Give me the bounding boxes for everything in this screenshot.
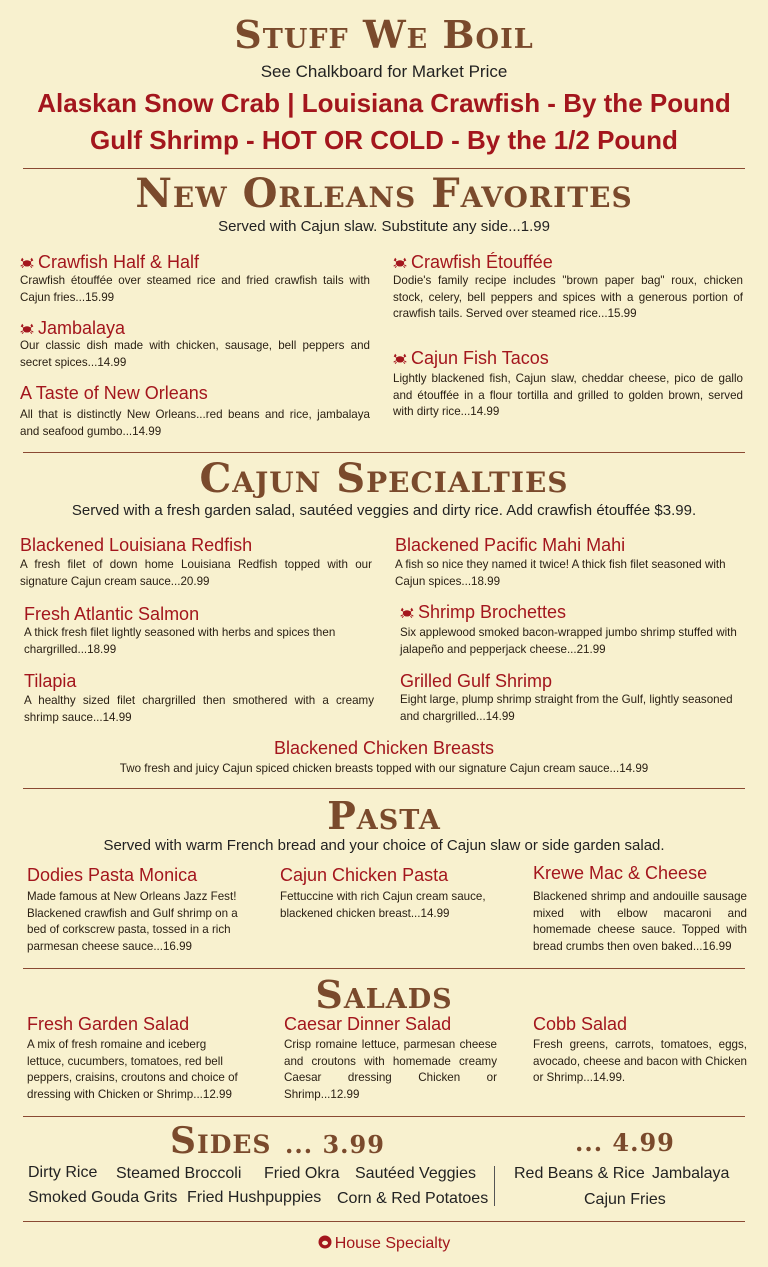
divider <box>23 452 745 453</box>
cajun-title: Cajun Specialties <box>199 455 569 502</box>
menu-item-title: Caesar Dinner Salad <box>284 1014 452 1034</box>
menu-item-title: Fresh Atlantic Salmon <box>24 604 200 624</box>
side-item: Red Beans & Rice <box>514 1165 645 1182</box>
divider <box>23 788 745 789</box>
divider <box>23 168 745 169</box>
favorites-title: New Orleans Favorites <box>135 170 633 217</box>
menu-item-title: Cajun Chicken Pasta <box>280 865 449 885</box>
crab-icon <box>20 322 34 334</box>
boil-line-1: Alaskan Snow Crab | Louisiana Crawfish - By the Pound <box>37 88 731 118</box>
menu-item-desc: Crisp romaine lettuce, parmesan cheese and croutons with homemade creamy Caesar dressing Chicken or Shrimp...12.99 <box>284 1038 497 1101</box>
menu-item-desc: Crawfish étouffée over steamed rice and fried crawfish tails with Cajun fries...15.99 <box>20 274 370 304</box>
menu-item-title: Blackened Louisiana Redfish <box>20 535 253 555</box>
sides-price-right: ... 4.99 <box>575 1128 675 1157</box>
menu-item-desc: Made famous at New Orleans Jazz Fest! Blackened crawfish and Gulf shrimp on a bed of corkscrew pasta, tossed in a rich parmesan cheese sauce...16.99 <box>27 890 238 953</box>
crab-icon <box>393 352 407 364</box>
pasta-title: Pasta <box>327 793 441 838</box>
menu-item-desc: Our classic dish made with chicken, sausage, bell peppers and secret spices...14.99 <box>20 339 370 369</box>
crab-icon <box>20 256 34 268</box>
menu-item-desc: Fresh greens, carrots, tomatoes, eggs, avocado, cheese and bacon with Chicken or Shrimp...14.99. <box>533 1038 747 1084</box>
menu-item-title: Fresh Garden Salad <box>27 1014 190 1034</box>
menu-item-desc: Lightly blackened fish, Cajun slaw, cheddar cheese, pico de gallo and étouffée in a flour tortilla and grilled to golden brown, served with dirty rice...14.99 <box>393 372 743 418</box>
menu-item-desc: Eight large, plump shrimp straight from the Gulf, lightly seasoned and chargrilled...14.99 <box>400 693 733 723</box>
menu-item-title: Krewe Mac & Cheese <box>533 863 708 883</box>
divider <box>23 1116 745 1117</box>
menu-item-desc: Dodie's family recipe includes "brown paper bag" roux, chicken stock, celery, bell peppers and spices with a generous portion of crawfish tails. Served over steamed rice...15.99 <box>393 274 743 320</box>
side-item: Fried Okra <box>264 1165 340 1182</box>
menu-item-title: Crawfish Half & Half <box>20 252 199 273</box>
menu-item-title: Grilled Gulf Shrimp <box>400 671 553 691</box>
menu-item-title: Cajun Fish Tacos <box>393 348 549 369</box>
menu-item-desc: All that is distinctly New Orleans...red beans and rice, jambalaya and seafood gumbo...14.99 <box>20 408 370 438</box>
menu-item-title: A Taste of New Orleans <box>20 383 208 403</box>
divider <box>23 1221 745 1222</box>
menu-item-title: Shrimp Brochettes <box>400 602 566 623</box>
crab-icon <box>400 606 414 618</box>
menu-item-desc: A healthy sized filet chargrilled then smothered with a creamy shrimp sauce...14.99 <box>24 694 374 724</box>
side-item: Corn & Red Potatoes <box>337 1190 489 1207</box>
side-item: Sautéed Veggies <box>355 1165 476 1182</box>
divider <box>494 1166 495 1206</box>
menu-item-title: Crawfish Étouffée <box>393 252 553 273</box>
menu-item-desc: Six applewood smoked bacon-wrapped jumbo shrimp stuffed with jalapeño and pepperjack cheese...21.99 <box>400 626 737 656</box>
menu-item-title: Dodies Pasta Monica <box>27 865 198 885</box>
boil-subtitle: See Chalkboard for Market Price <box>260 62 508 81</box>
side-item: Steamed Broccoli <box>116 1165 242 1182</box>
side-item: Cajun Fries <box>584 1191 666 1208</box>
menu-item-desc: A fish so nice they named it twice! A thick fish filet seasoned with Cajun spices...18.99 <box>395 558 726 588</box>
pasta-subtitle: Served with warm French bread and your choice of Cajun slaw or side garden salad. <box>103 837 665 854</box>
menu-item-desc: A fresh filet of down home Louisiana Redfish topped with our signature Cajun cream sauce...20.99 <box>20 558 372 588</box>
side-item: Smoked Gouda Grits <box>28 1189 178 1206</box>
divider <box>23 968 745 969</box>
boil-title: Stuff We Boil <box>234 12 534 57</box>
menu-item-title: Tilapia <box>24 671 77 691</box>
favorites-subtitle: Served with Cajun slaw. Substitute any side...1.99 <box>218 218 550 235</box>
cajun-subtitle: Served with a fresh garden salad, sautéed veggies and dirty rice. Add crawfish étouffée $3.99. <box>71 502 697 519</box>
menu-item-desc: A thick fresh filet lightly seasoned with herbs and spices then chargrilled...18.99 <box>24 626 336 656</box>
menu-item-title: Cobb Salad <box>533 1014 628 1034</box>
boil-line-2: Gulf Shrimp - HOT OR COLD - By the 1/2 Pound <box>90 125 678 155</box>
side-item: Jambalaya <box>652 1165 730 1182</box>
side-item: Dirty Rice <box>28 1164 98 1181</box>
crab-icon <box>393 256 407 268</box>
side-item: Fried Hushpuppies <box>187 1189 322 1206</box>
menu-item-title: Blackened Pacific Mahi Mahi <box>395 535 626 555</box>
menu-item-desc: Fettuccine with rich Cajun cream sauce, blackened chicken breast...14.99 <box>280 890 486 920</box>
salads-title: Salads <box>315 972 453 1017</box>
menu-item-desc: Blackened shrimp and andouille sausage mixed with elbow macaroni and homemade cheese sauce. Topped with bread crumbs then oven baked...16.99 <box>533 890 747 953</box>
crab-icon <box>318 1235 332 1249</box>
sides-title: Sides ... 3.99 <box>170 1120 385 1162</box>
menu-item-title: Blackened Chicken Breasts <box>273 738 495 758</box>
menu-item-desc: A mix of fresh romaine and iceberg lettuce, cucumbers, tomatoes, red bell peppers, craisins, croutons and choice of dressing with Chicken or Shrimp...12.99 <box>27 1038 238 1101</box>
menu-item-title: Jambalaya <box>20 318 125 339</box>
house-specialty-legend: House Specialty <box>0 1235 768 1253</box>
menu-item-desc: Two fresh and juicy Cajun spiced chicken breasts topped with our signature Cajun cream sauce...14.99 <box>119 762 649 775</box>
